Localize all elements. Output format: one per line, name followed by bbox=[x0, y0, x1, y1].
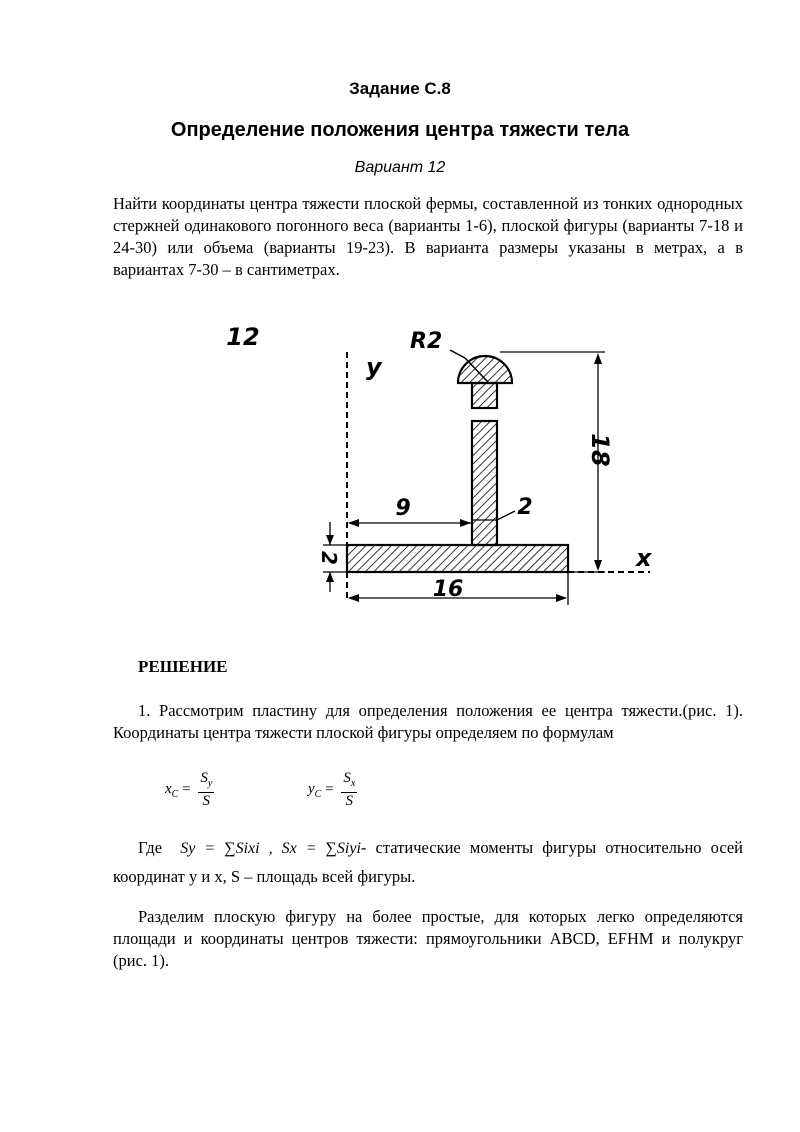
figure-number: 12 bbox=[226, 323, 260, 351]
solution-paragraph-1: 1. Рассмотрим пластину для определения положения ее центра тяжести.(рис. 1). Координаты центра тяжести плоской фигуры определяем по формулам bbox=[113, 701, 743, 742]
stem-width-dimension: 2 bbox=[517, 495, 533, 520]
formula-xc-lhs: $x_C$ bbox=[165, 781, 179, 801]
y-axis-label: y bbox=[366, 353, 382, 381]
t-section-figure bbox=[0, 300, 800, 620]
task-heading: Задание С.8 bbox=[349, 79, 451, 98]
formula-xc: $x_C$ = $\frac{S_y}{S}$ bbox=[165, 770, 213, 809]
stem-rectangle bbox=[472, 421, 497, 545]
static-moments-formula: Sy = ∑Sixi , Sx = ∑Siyi bbox=[180, 840, 361, 857]
formula-yc: $y_C$ = $\frac{S_x}{S}$ bbox=[308, 770, 356, 809]
variant-label: Вариант 12 bbox=[354, 159, 446, 176]
x-axis-label: x bbox=[636, 544, 652, 572]
flange-height-dimension: 2 bbox=[317, 551, 341, 565]
solution-paragraph-2: Где Sy = ∑Sixi , Sx = ∑Siyi- статические моменты фигуры относительно осей координат y и x, S – площадь всей фигуры. bbox=[113, 838, 744, 886]
width-dimension: 16 bbox=[432, 577, 464, 602]
intro-paragraph: Найти координаты центра тяжести плоской фермы, составленной из тонких однородных стержней одинакового погонного веса (варианты 1-6), плоской фигуры (варианты 7-18 и 24-30) или объема (варианты 19-23). В варианта размеры указаны в метрах, а в вариантах 7-30 – в сантиметрах. bbox=[113, 194, 743, 279]
page-title: Определение положения центра тяжести тела bbox=[170, 119, 630, 141]
formula-yc-lhs: $y_C$ bbox=[308, 781, 322, 801]
offset-dimension: 9 bbox=[395, 496, 411, 521]
solution-heading: РЕШЕНИЕ bbox=[138, 657, 228, 676]
upper-rectangle bbox=[472, 383, 497, 408]
flange-rectangle bbox=[347, 545, 568, 572]
solution-paragraph-3: Разделим плоскую фигуру на более простые, для которых легко определяются площади и координаты центров тяжести: прямоугольники ABCD, EFHM и полукруг (рис. 1). bbox=[113, 907, 743, 970]
height-dimension: 18 bbox=[586, 433, 614, 467]
radius-label: R2 bbox=[410, 329, 443, 354]
